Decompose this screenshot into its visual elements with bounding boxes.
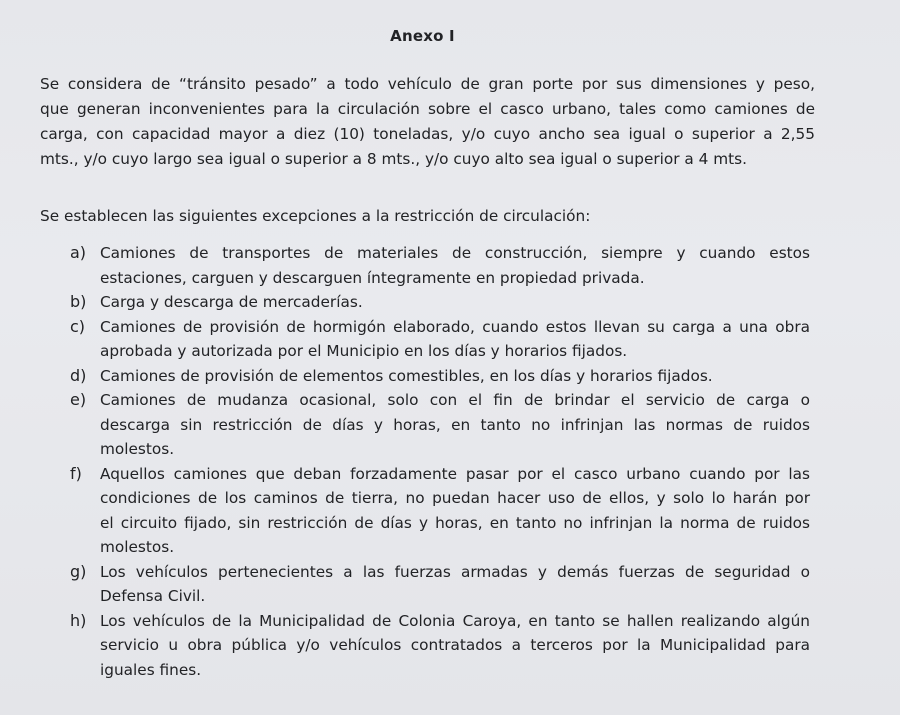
intro-line: carga, con capacidad mayor a diez (10) toneladas, y/o cuyo ancho sea igual o superior a 2,55 (40, 125, 815, 143)
item-line: Los vehículos de la Municipalidad de Colonia Caroya, en tanto se hallen realizando algún (100, 611, 810, 630)
item-text (100, 364, 810, 389)
item-marker: g) (70, 561, 87, 581)
item-line: molestos. (100, 440, 175, 458)
item-text (100, 462, 810, 560)
exception-item (70, 462, 810, 560)
item-line: Defensa Civil. (100, 587, 206, 605)
item-line: Camiones de provisión de hormigón elaborado, cuando estos llevan su carga a una obra (100, 317, 810, 336)
item-line: el circuito fijado, sin restricción de días y horas, en tanto no infrinjan la norma de ruidos (100, 513, 810, 532)
item-marker: h) (70, 610, 87, 630)
intro-line: que generan inconvenientes para la circulación sobre el casco urbano, tales como camiones de (40, 100, 815, 118)
intro-line: mts., y/o cuyo largo sea igual o superior a 8 mts., y/o cuyo alto sea igual o superior a 4 mts. (40, 150, 747, 168)
document-title: Anexo I (390, 27, 455, 45)
exception-item (70, 388, 810, 462)
item-marker: a) (70, 243, 87, 262)
item-line: aprobada y autorizada por el Municipio en los días y horarios fijados. (100, 342, 628, 360)
item-line: Los vehículos pertenecientes a las fuerzas armadas y demás fuerzas de seguridad o (100, 562, 810, 581)
item-line: servicio u obra pública y/o vehículos contratados a terceros por la Municipalidad para (100, 636, 810, 654)
exceptions-lead: Se establecen las siguientes excepciones a la restricción de circulación: (40, 207, 591, 225)
item-line: Camiones de mudanza ocasional, solo con el fin de brindar el servicio de carga o (100, 391, 810, 409)
item-line: descarga sin restricción de días y horas, en tanto no infrinjan las normas de ruidos (100, 415, 810, 434)
item-text (100, 241, 810, 290)
item-marker: b) (70, 292, 87, 311)
exception-item (70, 609, 810, 683)
exception-item (70, 315, 810, 364)
intro-line: Se considera de “tránsito pesado” a todo vehículo de gran porte por sus dimensiones y peso, (40, 75, 815, 93)
item-line: iguales fines. (100, 660, 202, 679)
exception-item (70, 290, 810, 315)
item-marker: f) (70, 463, 82, 483)
item-line: Camiones de provisión de elementos comestibles, en los días y horarios fijados. (100, 366, 713, 385)
intro-paragraph (40, 72, 815, 172)
item-line: Aquellos camiones que deban forzadamente pasar por el casco urbano cuando por las (100, 464, 810, 483)
item-line: estaciones, carguen y descarguen íntegramente en propiedad privada. (100, 268, 645, 287)
item-line: molestos. (100, 538, 175, 556)
item-text (100, 315, 810, 364)
item-line: Camiones de transportes de materiales de construcción, siempre y cuando estos (100, 244, 810, 262)
exception-item (70, 364, 810, 389)
item-text (100, 388, 810, 462)
exceptions-list (70, 241, 810, 682)
item-marker: d) (70, 365, 87, 385)
item-line: Carga y descarga de mercaderías. (100, 293, 363, 311)
exception-item (70, 560, 810, 609)
item-text (100, 560, 810, 609)
item-marker: e) (70, 390, 87, 409)
item-line: condiciones de los caminos de tierra, no puedan hacer uso de ellos, y solo lo harán por (100, 489, 810, 507)
item-marker: c) (70, 316, 86, 336)
item-text (100, 290, 810, 315)
exception-item (70, 241, 810, 290)
item-text (100, 609, 810, 683)
